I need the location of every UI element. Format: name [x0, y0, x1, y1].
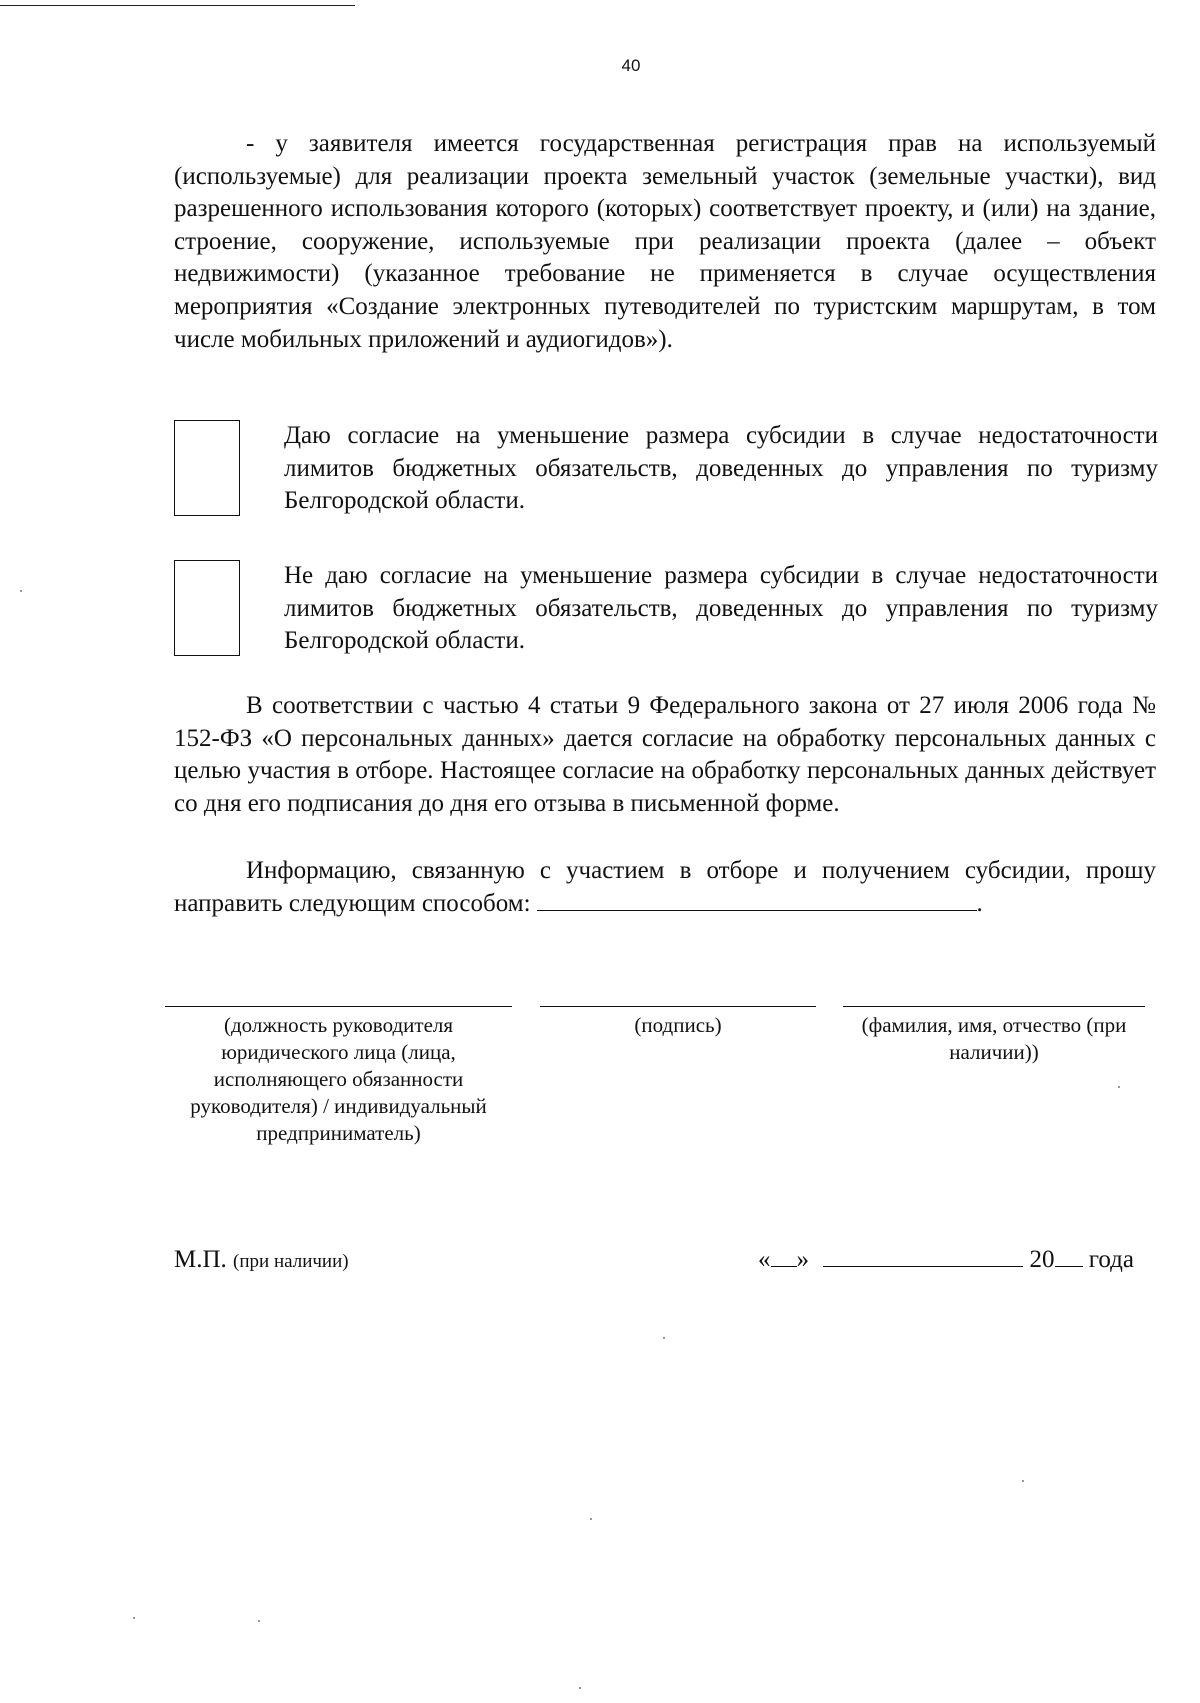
agree-option-text: Даю согласие на уменьшение размера субсидии в случае недостаточности лимитов бюджетных обязательств, доведенных до управления по туризму Белгородской области. — [284, 422, 1158, 515]
scan-speck — [579, 1687, 581, 1689]
close-quote: » — [796, 1246, 810, 1273]
year-suffix: года — [1088, 1246, 1134, 1273]
scan-edge-line — [0, 5, 355, 6]
page-number: 40 — [621, 56, 641, 75]
year-prefix: 20 — [1029, 1246, 1055, 1273]
disagree-checkbox[interactable] — [174, 560, 240, 656]
delivery-method-text: Информацию, связанную с участием в отборе и получением субсидии, прошу направить следующим способом: — [174, 857, 1156, 917]
open-quote: « — [758, 1246, 771, 1273]
date-field — [758, 1246, 1134, 1274]
scan-speck — [663, 1337, 665, 1339]
month-field[interactable] — [823, 1246, 1023, 1267]
delivery-method-end: . — [976, 889, 983, 917]
delivery-method-field[interactable] — [537, 888, 977, 911]
name-line[interactable] — [843, 1006, 1145, 1007]
stamp-note: (при наличии) — [233, 1251, 349, 1272]
position-caption: (должность руководителя юридического лица (лица, исполняющего обязанности руководителя) / индивидуальный предприниматель) — [190, 1013, 487, 1145]
scan-speck — [20, 590, 22, 592]
delivery-method-paragraph — [174, 855, 1156, 920]
year-field[interactable] — [1055, 1246, 1083, 1267]
scan-speck — [590, 1518, 592, 1520]
stamp-place — [174, 1246, 349, 1274]
disagree-option-text: Не даю согласие на уменьшение размера субсидии в случае недостаточности лимитов бюджетных обязательств, доведенных до управления по туризму Белгородской области. — [284, 562, 1158, 655]
personal-data-consent-paragraph: В соответствии с частью 4 статьи 9 Федерального закона от 27 июля 2006 года № 152-ФЗ «О персональных данных» дается согласие на обработку персональных данных с целью участия в отборе. Настоящее согласие на обработку персональных данных действует со дня его подписания до дня его отзыва в письменной форме. — [174, 692, 1156, 817]
signature-line[interactable] — [540, 1006, 816, 1007]
stamp-label: М.П. — [174, 1246, 227, 1273]
signature-block — [540, 1006, 816, 1039]
name-signature-block — [843, 1006, 1145, 1066]
day-field[interactable] — [771, 1246, 797, 1267]
scan-speck — [133, 1617, 135, 1619]
position-line[interactable] — [165, 1006, 512, 1007]
consent-option-disagree — [174, 560, 1156, 664]
scan-speck — [1118, 1086, 1120, 1088]
consent-option-agree — [174, 420, 1156, 524]
signature-caption: (подпись) — [634, 1013, 722, 1037]
name-caption: (фамилия, имя, отчество (при наличии)) — [861, 1013, 1127, 1064]
scan-speck — [1022, 1480, 1024, 1482]
agree-checkbox[interactable] — [174, 420, 240, 516]
requirement-paragraph: - у заявителя имеется государственная регистрация прав на используемый (используемые) для реализации проекта земельный участок (земельные участки), вид разрешенного использования которого (которых) соответствует проекту, и (или) на здание, строение, сооружение, используемые при реализации проекта (далее – объект недвижимости) (указанное требование не применяется в случае осуществления мероприятия «Создание электронных путеводителей по туристским маршрутам, в том числе мобильных приложений и аудиогидов»). — [174, 130, 1156, 353]
scan-speck — [258, 1620, 260, 1622]
position-signature-block — [165, 1006, 512, 1147]
